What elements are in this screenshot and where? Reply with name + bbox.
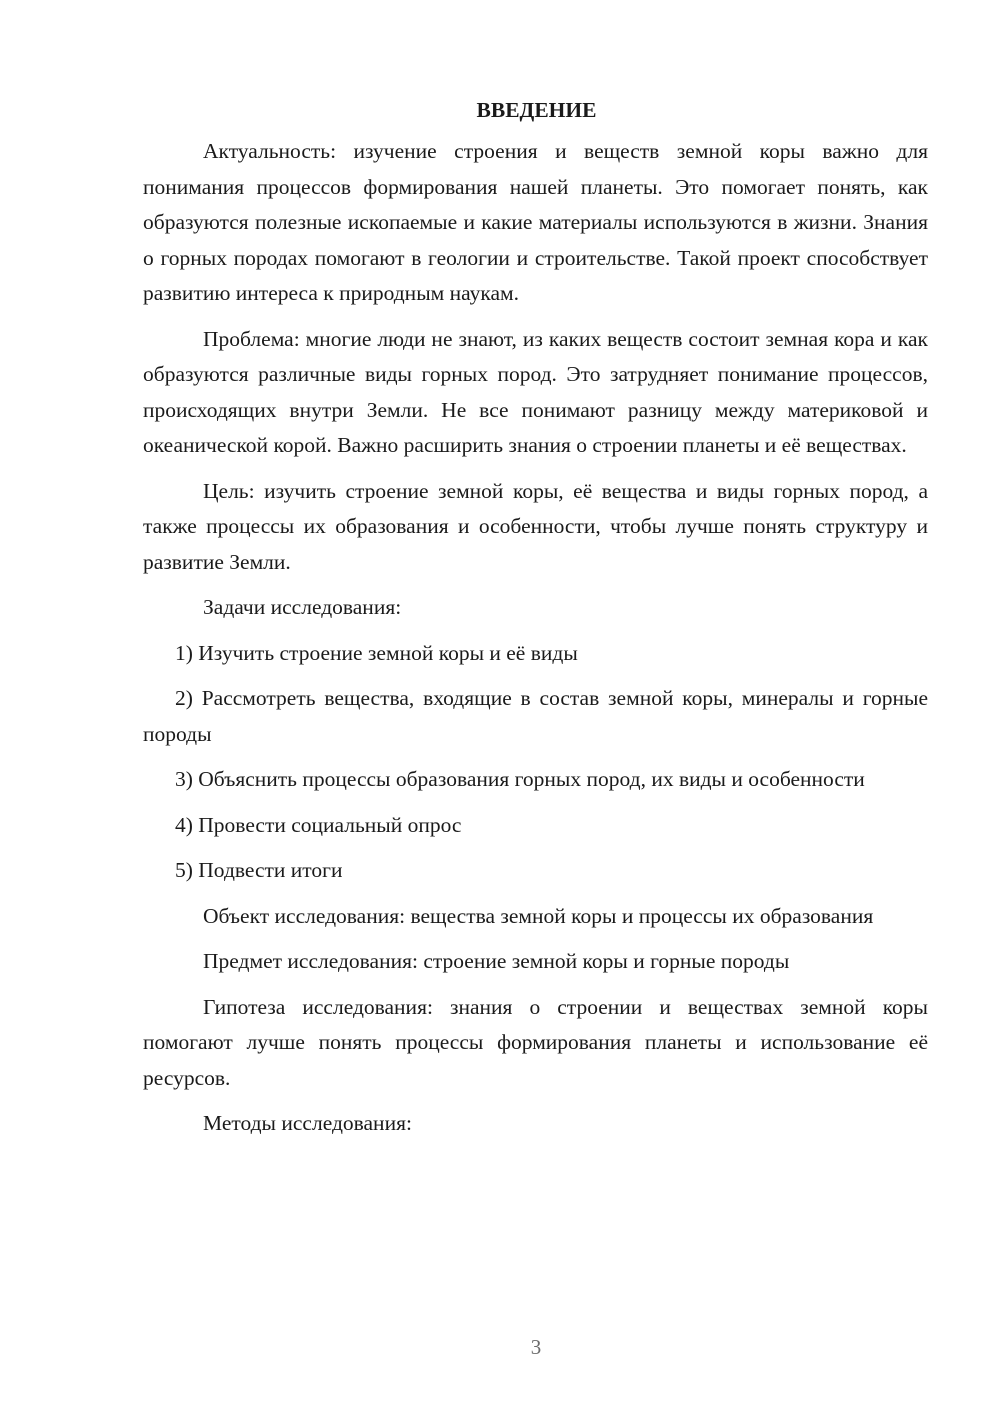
goal-paragraph: Цель: изучить строение земной коры, её вещества и виды горных пород, а также процессы их образования и особенности, чтобы лучше понять структуру и развитие Земли.: [143, 478, 928, 574]
task-item-3: 3) Объяснить процессы образования горных пород, их виды и особенности: [175, 767, 865, 791]
task-item-4: 4) Провести социальный опрос: [175, 812, 462, 837]
hypothesis-paragraph: Гипотеза исследования: знания о строении и веществах земной коры помогают лучше понять процессы формирования планеты и использование её ресурсов.: [143, 994, 928, 1090]
object-paragraph: Объект исследования: вещества земной коры и процессы их образования: [203, 903, 874, 928]
relevance-paragraph: Актуальность: изучение строения и веществ земной коры важно для понимания процессов формирования нашей планеты. Это помогает понять, как образуются полезные ископаемые и какие материалы используются в жизни. Знания о горных породах помогают в геологии и строительстве. Такой проект способствует развитию интереса к природным наукам.: [143, 139, 928, 305]
tasks-heading: Задачи исследования:: [203, 595, 402, 619]
task-item-1: 1) Изучить строение земной коры и её виды: [175, 640, 578, 665]
section-title: ВВЕДЕНИЕ: [476, 98, 597, 122]
tasks-list: [143, 636, 928, 889]
methods-heading: Методы исследования:: [203, 1111, 412, 1135]
task-item-5: 5) Подвести итоги: [175, 858, 343, 882]
task-item-2: 2) Рассмотреть вещества, входящие в состав земной коры, минералы и горные породы: [143, 686, 928, 746]
subject-paragraph: Предмет исследования: строение земной коры и горные породы: [203, 949, 790, 973]
problem-paragraph: Проблема: многие люди не знают, из каких веществ состоит земная кора и как образуются различные виды горных пород. Это затрудняет понимание процессов, происходящих внутри Земли. Не все понимают разницу между материковой и океанической корой. Важно расширить знания о строении планеты и её веществах.: [143, 326, 928, 457]
page-content: [143, 93, 928, 1152]
page-number: 3: [530, 1335, 542, 1359]
